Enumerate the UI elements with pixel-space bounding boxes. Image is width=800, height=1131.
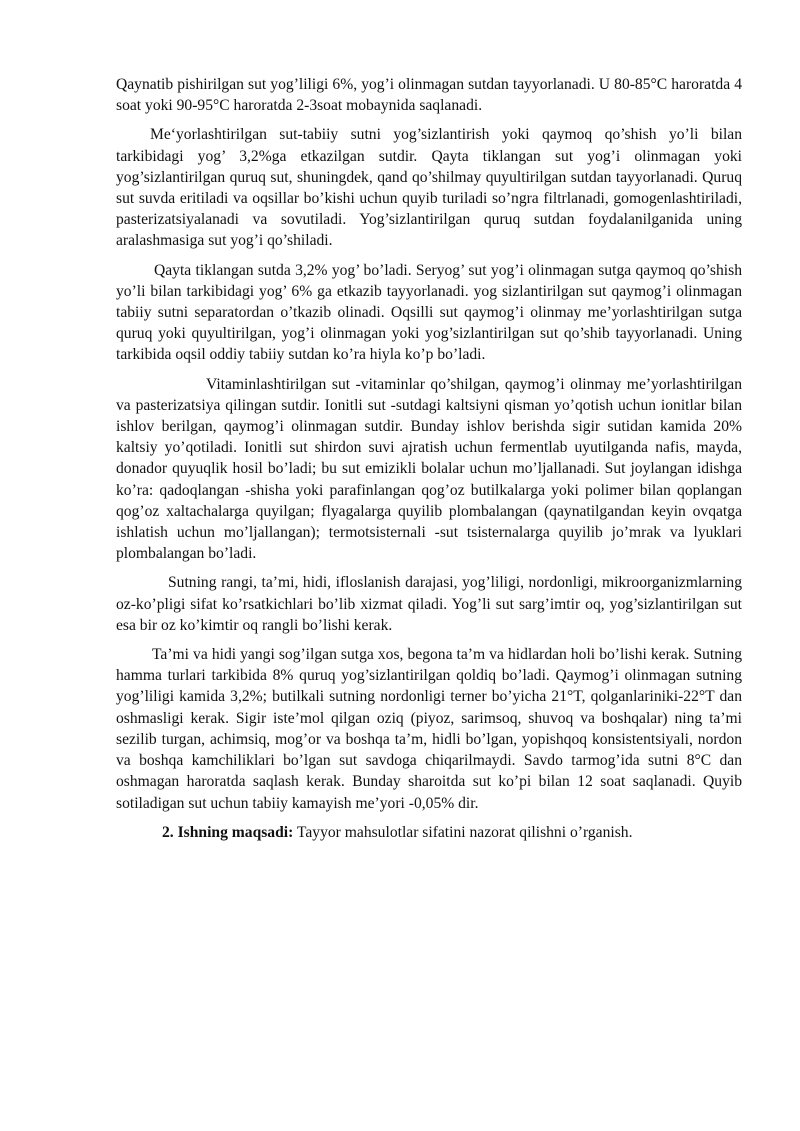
paragraph-milk-quality: Sutning rangi, ta’mi, hidi, ifloslanish darajasi, yog’liligi, nordonligi, mikroorganizmlarning oz-ko’pligi sifat ko’rsatkichlari bo’lib xizmat qiladi. Yog’li sut sarg’imtir oq, yog’sizlantirilgan sut esa bir oz ko’kimtir oq rangli bo’lishi kerak.: [116, 574, 742, 634]
paragraph-goal: [116, 822, 742, 843]
document-page: [116, 74, 742, 851]
paragraph-normalized-milk: Me‘yorlashtirilgan sut-tabiiy sutni yog’sizlantirish yoki qaymoq qo’shish yo’li bilan tarkibidagi yog’ 3,2%ga etkazilgan sutdir. Qayta tiklangan sut yog’i olinmagan yoki yog’sizlantirilgan quruq sut, shuningdek, qand qo’shilmay quyultirilgan sutdan tayyorlanadi. Quruq sut suvda eritiladi va oqsillar bo’kishi uchun quyib turiladi so’ngra filtrlanadi, gomogenlashtiriladi, pasterizatsiyalanadi va sovutiladi. Yog’sizlantirilgan quruq sutdan foydalanilganida uning aralashmasiga sut yog’i qo’shiladi.: [116, 126, 742, 250]
goal-label: 2. Ishning maqsadi:: [162, 823, 294, 841]
paragraph-boiled-milk: Qaynatib pishirilgan sut yog’liligi 6%, yog’i olinmagan sutdan tayyorlanadi. U 80-85°C haroratda 4 soat yoki 90-95°C haroratda 2-3soat mobaynida saqlanadi.: [116, 76, 742, 115]
goal-text: Tayyor mahsulotlar sifatini nazorat qilishni o’rganish.: [293, 823, 633, 841]
paragraph-vitamin-milk: Vitaminlashtirilgan sut -vitaminlar qo’shilgan, qaymog’i olinmay me’yorlashtirilgan va pasterizatsiya qilingan sutdir. Ionitli sut -sutdagi kaltsiyni qisman yo’qotish uchun ionitlar bilan ishlov berilgan, qaymog’i olinmagan sutdir. Bunday ishlov berishda sigir sutidan kamida 20% kaltsiy yo’qotiladi. Ionitli sut shirdon suvi ajratish uchun fermentlab uyutilganda nafis, mayda, donador quyuqlik hosil bo’ladi; bu sut emizikli bolalar uchun mo’ljallanadi. Sut joylangan idishga ko’ra: qadoqlangan -shisha yoki parafinlangan qog’oz butilkalarga yoki polimer bilan qoplangan qog’oz xaltachalarga quyilgan; flyagalarga quyilib plombalangan (qaynatilgandan keyin ovqatga ishlatish uchun mo’ljallangan); termotsisternali -sut tsisternalarga quyilib jo’mrak va lyuklari plombalangan bo’ladi.: [116, 375, 742, 563]
paragraph-restored-milk: Qayta tiklangan sutda 3,2% yog’ bo’ladi. Seryog’ sut yog’i olinmagan sutga qaymoq qo’shish yo’li bilan tarkibidagi yog’ 6% ga etkazib tayyorlanadi. yog sizlantirilgan sut qaymog’i olinmagan tabiiy sutni separatordan o’tkazib olinadi. Oqsilli sut qaymog’i olinmay me’yorlashtirilgan sutga quruq yoki quyultirilgan, yog’i olinmagan yoki yog’sizlantirilgan sut qo’shib tayyorlanadi. Uning tarkibida oqsil oddiy tabiiy sutdan ko’ra hiyla ko’p bo’ladi.: [116, 261, 742, 364]
paragraph-taste-smell: Ta’mi va hidi yangi sog’ilgan sutga xos, begona ta’m va hidlardan holi bo’lishi kerak. Sutning hamma turlari tarkibida 8% quruq yog’sizlantirilgan qoldiq bo’ladi. Qaymog’i olinmagan sutning yog’liligi kamida 3,2%; butilkali sutning nordonligi terner bo’yicha 21°T, qolganlariniki-22°T dan oshmasligi kerak. Sigir iste’mol qilgan oziq (piyoz, sarimsoq, shuvoq va boshqalar) ning ta’mi sezilib turgan, achimsiq, mog’or va boshqa ta’m, hidli bo’lgan, yopishqoq konsistentsiyali, nordon va boshqa kamchiliklari bo’lgan sut savdoga chiqarilmaydi. Savdo tarmog’ida sutni 8°C dan oshmagan haroratda saqlash kerak. Bunday sharoitda sut ko’pi bilan 12 soat saqlanadi. Quyib sotiladigan sut uchun tabiiy kamayish me’yori -0,05% dir.: [116, 646, 742, 812]
